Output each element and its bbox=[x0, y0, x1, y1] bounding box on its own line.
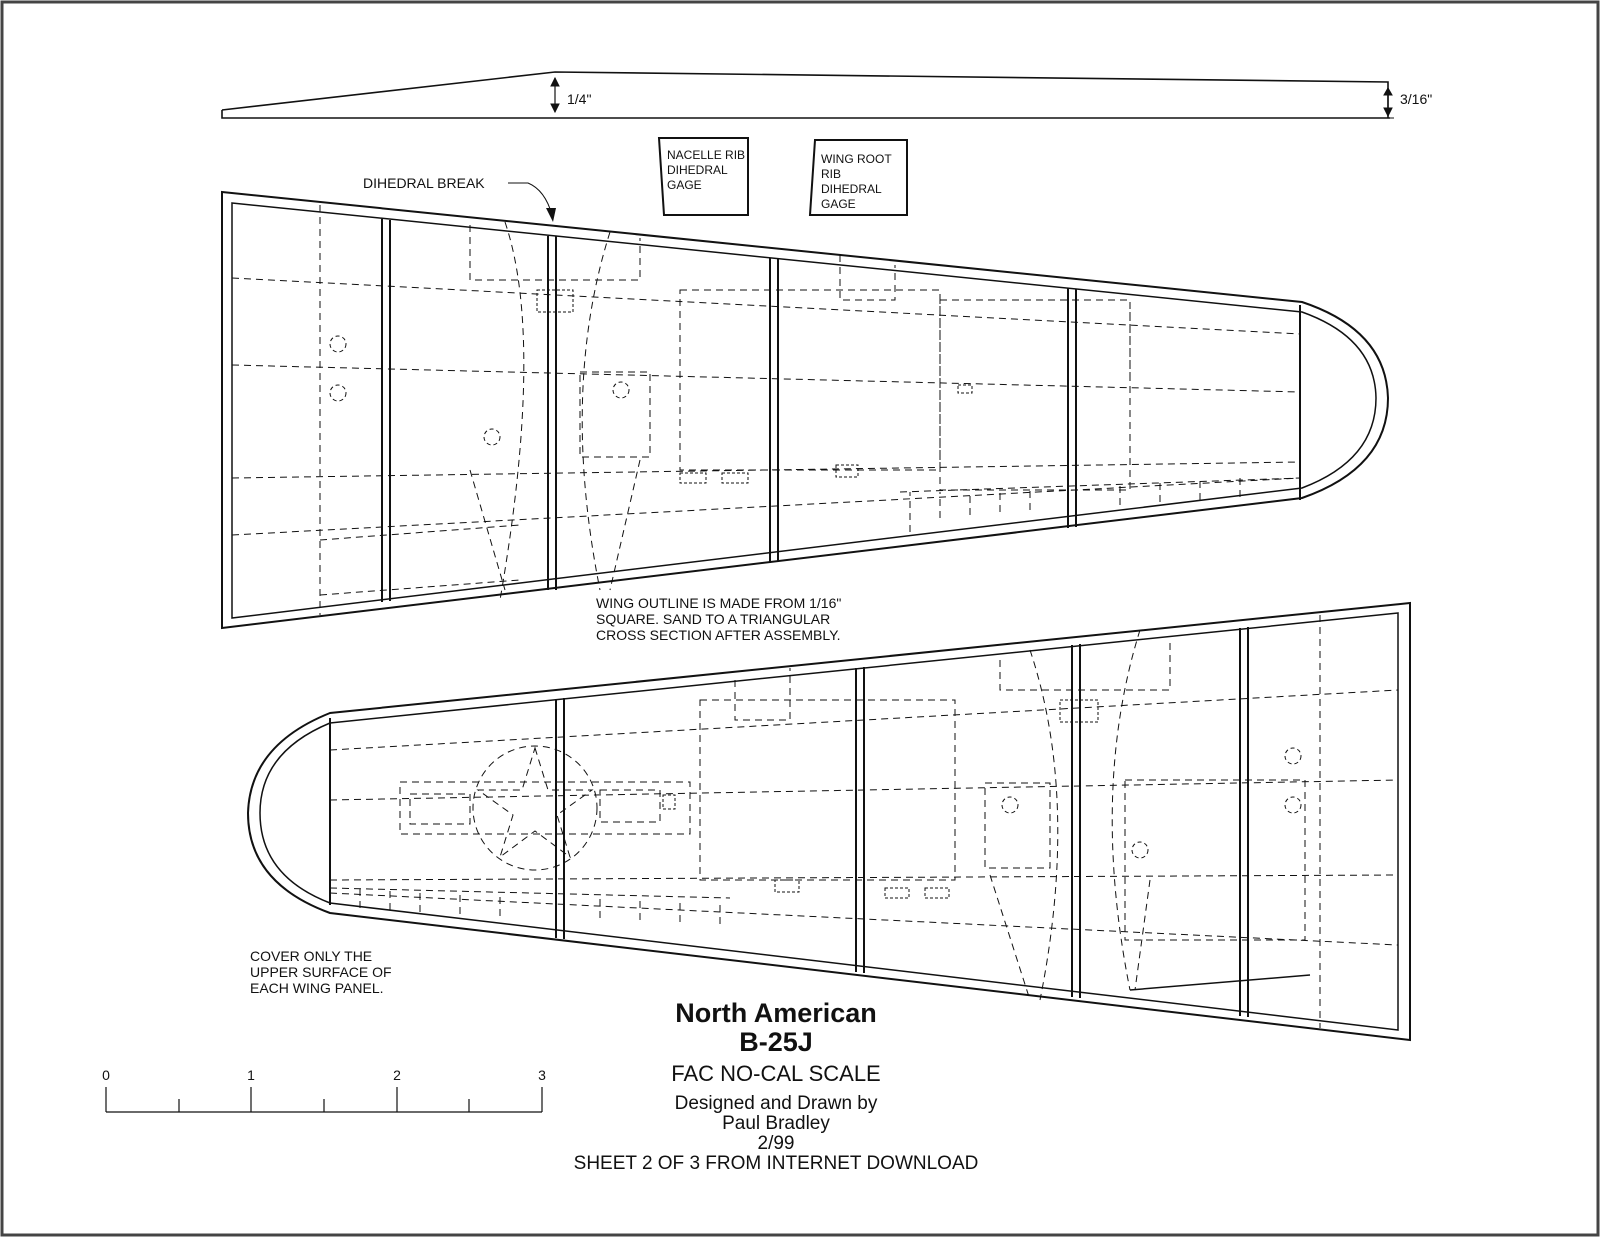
scale-bar bbox=[106, 1087, 542, 1112]
tip-height-label: 3/16" bbox=[1400, 91, 1433, 107]
model-title: B-25J bbox=[739, 1027, 813, 1057]
nacelle-gage-line2: DIHEDRAL bbox=[667, 163, 728, 177]
root-gage-line2: RIB bbox=[821, 167, 842, 181]
nacelle-gage-line3: GAGE bbox=[667, 178, 702, 192]
dihedral-break-label: DIHEDRAL BREAK bbox=[363, 175, 485, 191]
lower-wing-panel bbox=[248, 603, 1410, 1040]
root-gage-line3: DIHEDRAL bbox=[821, 182, 882, 196]
root-height-label: 1/4" bbox=[567, 91, 592, 107]
scale-label-1: 1 bbox=[247, 1067, 255, 1083]
upper-wing-panel bbox=[222, 192, 1388, 628]
nacelle-rib-gage bbox=[659, 138, 748, 215]
scale-label-3: 3 bbox=[538, 1067, 546, 1083]
dihedral-break-leader bbox=[508, 183, 556, 222]
sheet-number: SHEET 2 OF 3 FROM INTERNET DOWNLOAD bbox=[573, 1153, 979, 1174]
dihedral-side-view bbox=[222, 72, 1395, 118]
nacelle-gage-line1: NACELLE RIB bbox=[667, 148, 746, 162]
scale-label-0: 0 bbox=[102, 1067, 110, 1083]
scale-label-2: 2 bbox=[393, 1067, 401, 1083]
cover-note-line1: COVER ONLY THE bbox=[250, 948, 373, 964]
scale-class: FAC NO-CAL SCALE bbox=[671, 1061, 881, 1086]
maker-title: North American bbox=[675, 998, 877, 1028]
outline-note-line2: SQUARE. SAND TO A TRIANGULAR bbox=[596, 611, 831, 627]
outline-note-line3: CROSS SECTION AFTER ASSEMBLY. bbox=[596, 627, 841, 643]
cover-note-line2: UPPER SURFACE OF bbox=[250, 964, 392, 980]
root-gage-line4: GAGE bbox=[821, 197, 856, 211]
designer-name: Paul Bradley bbox=[722, 1113, 830, 1134]
credit-line: Designed and Drawn by bbox=[674, 1093, 878, 1114]
drawing-date: 2/99 bbox=[757, 1133, 795, 1154]
cover-note-line3: EACH WING PANEL. bbox=[250, 980, 384, 996]
wing-root-rib-gage bbox=[810, 140, 907, 215]
root-gage-line1: WING ROOT bbox=[821, 152, 892, 166]
outline-note-line1: WING OUTLINE IS MADE FROM 1/16" bbox=[596, 595, 842, 611]
